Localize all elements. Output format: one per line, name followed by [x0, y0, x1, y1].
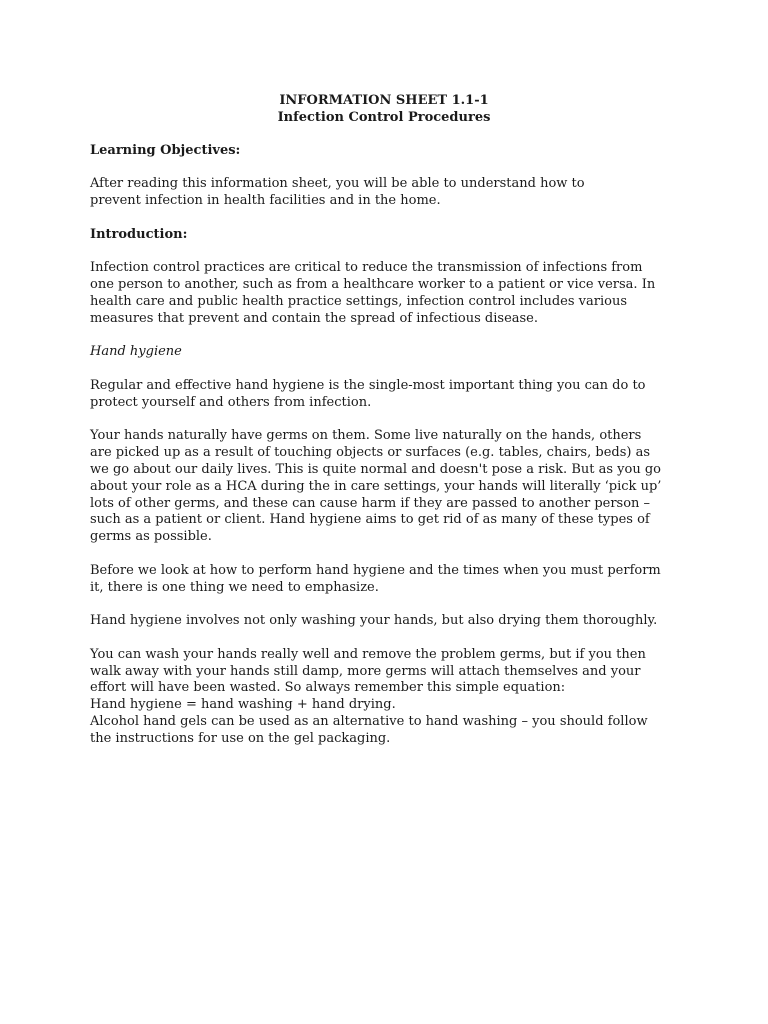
text-line: Your hands naturally have germs on them. Some live naturally on the hands, others [90, 428, 642, 444]
text-line: Before we look at how to perform hand hygiene and the times when you must perform [90, 562, 661, 578]
text-line: Hand hygiene = hand washing + hand drying. [90, 697, 396, 713]
text-line: Hand hygiene involves not only washing your hands, but also drying them thoroughly. [90, 613, 658, 629]
text-line: After reading this information sheet, you will be able to understand how to [90, 176, 585, 192]
hand-hygiene-para-4 [90, 613, 690, 630]
hand-hygiene-heading: Hand hygiene [90, 344, 182, 360]
text-line: such as a patient or client. Hand hygiene aims to get rid of as many of these types of [90, 512, 650, 528]
hand-hygiene-para-5 [90, 647, 690, 748]
text-line: the instructions for use on the gel packaging. [90, 730, 391, 746]
text-line: prevent infection in health facilities and in the home. [90, 193, 441, 209]
text-line: protect yourself and others from infection. [90, 394, 372, 410]
introduction-text [90, 260, 690, 327]
sheet-title: INFORMATION SHEET 1.1-1 [279, 93, 489, 108]
text-line: Regular and effective hand hygiene is the single-most important thing you can do to [90, 377, 646, 393]
learning-objectives-text [90, 176, 690, 210]
text-line: Infection control practices are critical to reduce the transmission of infections from [90, 260, 643, 276]
document-body [90, 92, 690, 747]
title-block [0, 92, 768, 126]
sheet-subtitle: Infection Control Procedures [277, 110, 491, 125]
text-line: walk away with your hands still damp, more germs will attach themselves and your [90, 663, 641, 679]
hand-hygiene-para-1 [90, 378, 690, 412]
text-line: effort will have been wasted. So always remember this simple equation: [90, 680, 566, 696]
text-line: are picked up as a result of touching objects or surfaces (e.g. tables, chairs, beds) as [90, 445, 651, 461]
text-line: it, there is one thing we need to emphasize. [90, 579, 379, 595]
text-line: we go about our daily lives. This is quite normal and doesn't pose a risk. But as you go [90, 461, 661, 477]
learning-objectives-heading: Learning Objectives: [90, 142, 241, 158]
text-line: Alcohol hand gels can be used as an alternative to hand washing – you should follow [90, 713, 648, 729]
introduction-heading: Introduction: [90, 226, 188, 242]
text-line: one person to another, such as from a healthcare worker to a patient or vice versa. In [90, 277, 656, 293]
text-line: health care and public health practice settings, infection control includes various [90, 293, 628, 309]
text-line: measures that prevent and contain the spread of infectious disease. [90, 310, 539, 326]
text-line: You can wash your hands really well and remove the problem germs, but if you then [90, 646, 646, 662]
text-line: lots of other germs, and these can cause harm if they are passed to another person – [90, 495, 651, 511]
hand-hygiene-para-2 [90, 428, 690, 546]
text-line: germs as possible. [90, 529, 212, 545]
hand-hygiene-para-3 [90, 563, 690, 597]
text-line: about your role as a HCA during the in care settings, your hands will literally ‘pick up’ [90, 478, 662, 494]
